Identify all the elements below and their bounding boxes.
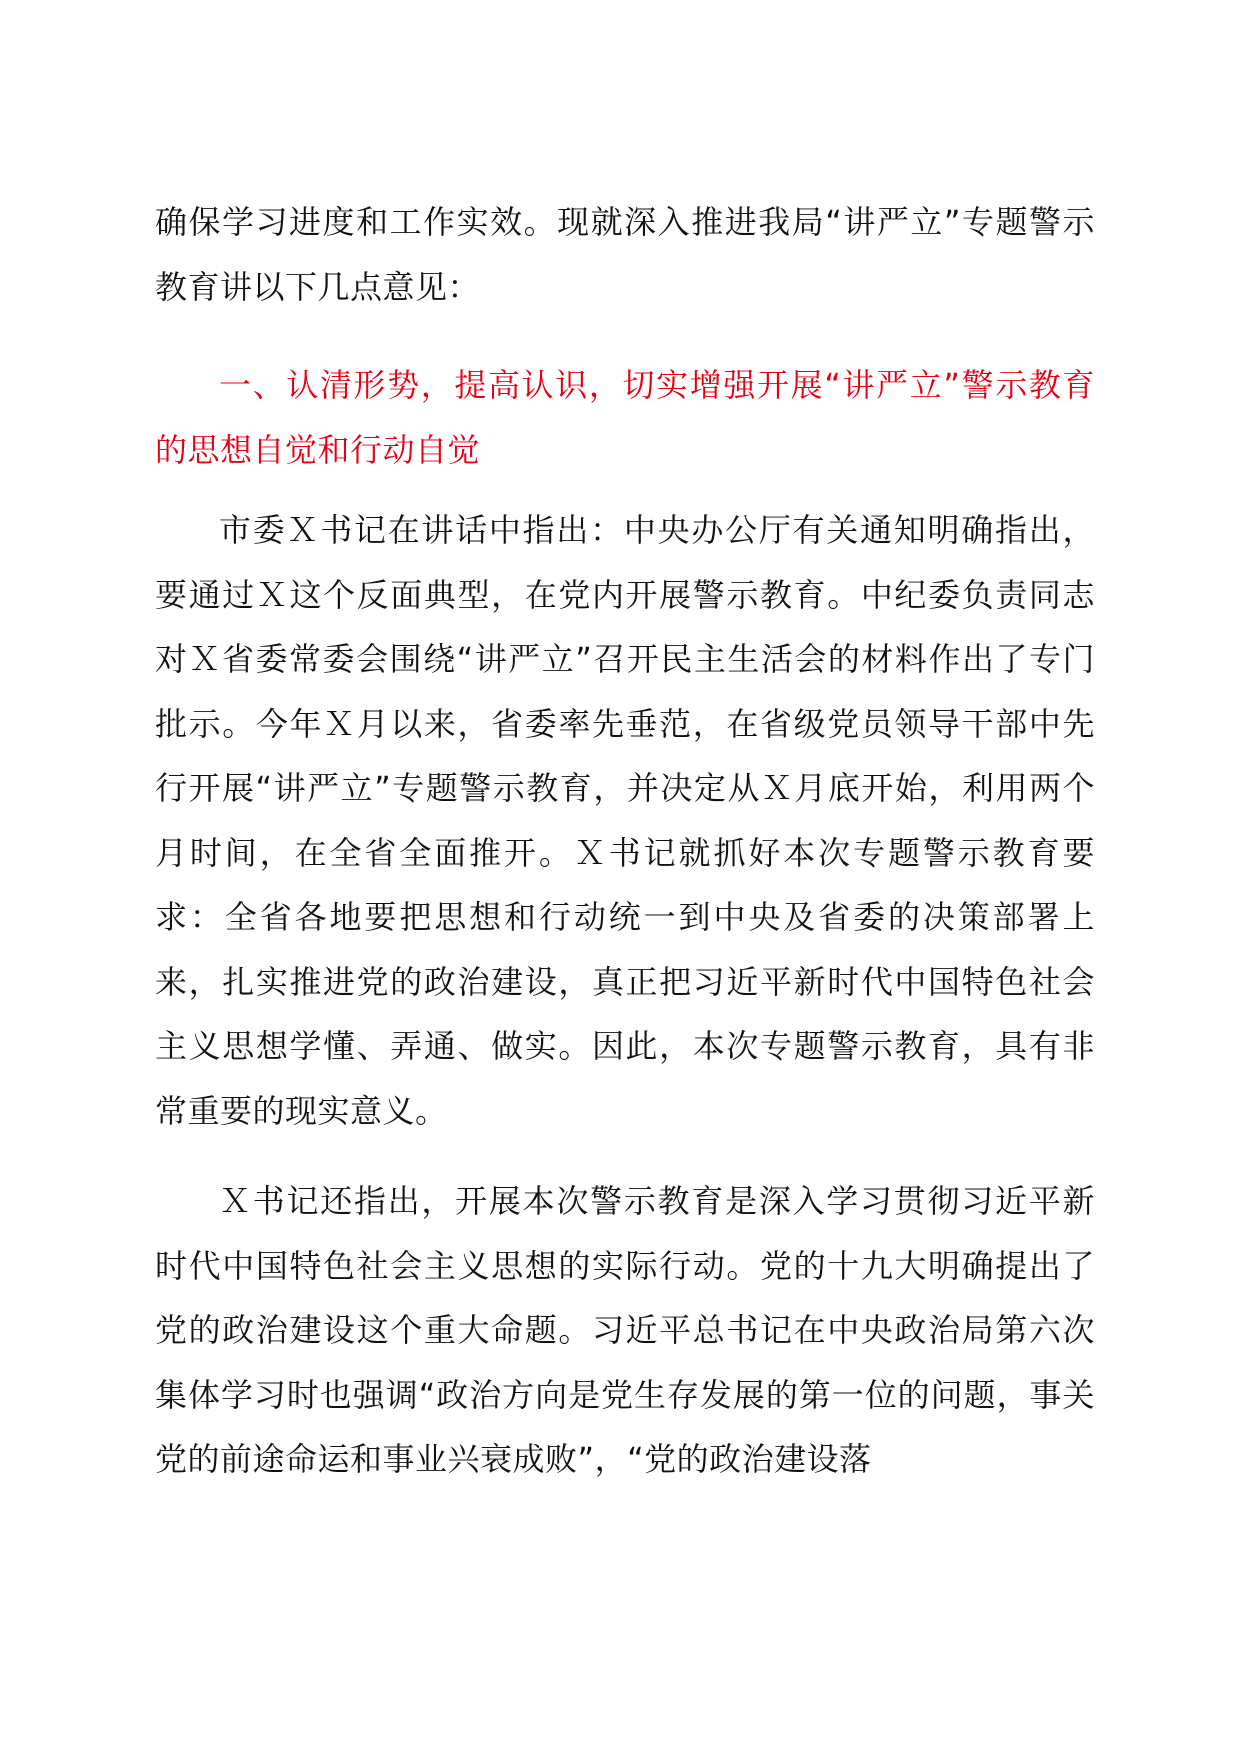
section-heading: 一、认清形势，提高认识，切实增强开展“讲严立”警示教育的思想自觉和行动自觉: [155, 366, 1095, 469]
body-paragraph-1: 市委Ｘ书记在讲话中指出：中央办公厅有关通知明确指出，要通过Ｘ这个反面典型，在党内开展警示教育。中纪委负责同志对Ｘ省委常委会围绕“讲严立”召开民主生活会的材料作出了专门批示。今年Ｘ月以来，省委率先垂范，在省级党员领导干部中先行开展“讲严立”专题警示教育，并决定从Ｘ月底开始，利用两个月时间，在全省全面推开。Ｘ书记就抓好本次专题警示教育要求：全省各地要把思想和行动统一到中央及省委的决策部署上来，扎实推进党的政治建设，真正把习近平新时代中国特色社会主义思想学懂、弄通、做实。因此，本次专题警示教育，具有非常重要的现实意义。: [155, 511, 1095, 1130]
body-paragraph-2: Ｘ书记还指出，开展本次警示教育是深入学习贯彻习近平新时代中国特色社会主义思想的实际行动。党的十九大明确提出了党的政治建设这个重大命题。习近平总书记在中央政治局第六次集体学习时也强调“政治方向是党生存发展的第一位的问题，事关党的前途命运和事业兴衰成败”，“党的政治建设落: [155, 1182, 1095, 1478]
document-page: [155, 190, 1095, 1492]
intro-paragraph: 确保学习进度和工作实效。现就深入推进我局“讲严立”专题警示教育讲以下几点意见：: [155, 203, 1095, 306]
